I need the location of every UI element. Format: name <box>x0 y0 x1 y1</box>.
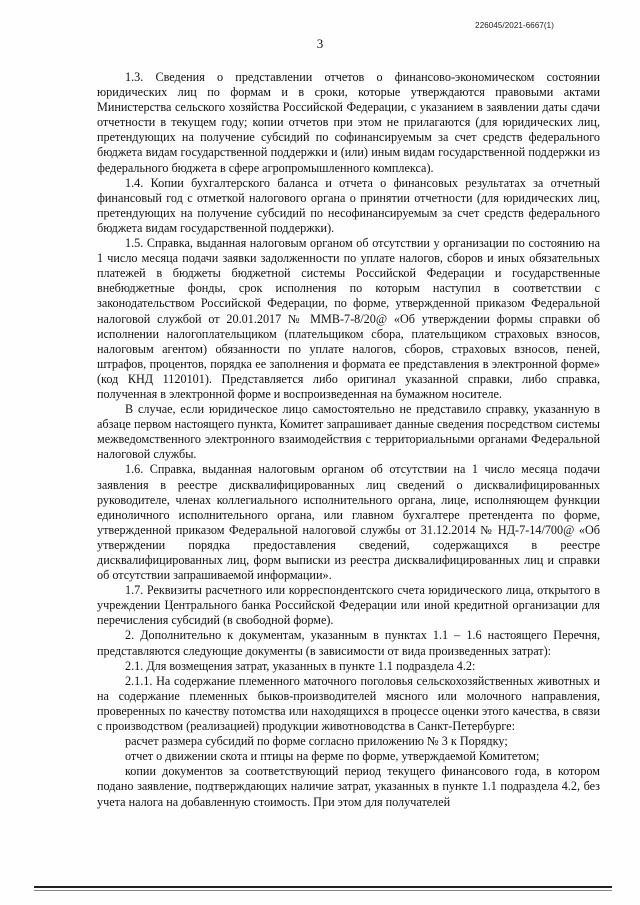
paragraph-subsidy-calc: расчет размера субсидий по форме согласно приложению № 3 к Порядку; <box>125 734 508 749</box>
paragraph-expense-docs: копии документов за соответствующий период текущего финансового года, в котором подано заявление, подтверждающих наличие затрат, указанных в пункте 1.1 подраздела 4.2, без учета налога на добавленную стоимость. При этом для получателей <box>97 764 600 809</box>
paragraph-2-1-1: 2.1.1. На содержание племенного маточного поголовья сельскохозяйственных животных и на содержание племенных быков-производителей мясного или молочного направления, проверенных по качеству потомства или находящихся в процессе оценки этого качества, в связи с производством (реализацией) продукции животноводства в Санкт-Петербурге: <box>97 673 600 734</box>
paragraph-1-5-note: В случае, если юридическое лицо самостоятельно не представило справку, указанную в абзаце первом настоящего пункта, Комитет запрашивает данные сведения посредством системы межведомственного электронного взаимодействия с территориальными органами Федеральной налоговой службы. <box>97 402 600 462</box>
page-number: 3 <box>316 36 324 51</box>
paragraph-2-1: 2.1. Для возмещения затрат, указанных в пункте 1.1 подраздела 4.2: <box>125 658 476 673</box>
document-id: 226045/2021-6667(1) <box>475 21 554 30</box>
paragraph-livestock-report: отчет о движении скота и птицы на ферме по форме, утверждаемой Комитетом; <box>125 749 540 764</box>
paragraph-1-6: 1.6. Справка, выданная налоговым органом об отсутствии на 1 число месяца подачи заявления в реестре дисквалифицированных лиц сведений о дисквалифицированных руководителе, членах коллегиального исполнительного органа, лице, исполняющем функции единоличного исполнительного органа, или главном бухгалтере претендента по форме, утвержденной приказом Федеральной налоговой службы от 31.12.2014 № НД-7-14/700@ «Об утверждении порядка предоставления сведений, содержащихся в реестре дисквалифицированных лиц, форм выписки из реестра дисквалифицированных лиц и справки об отсутствии запрашиваемой информации». <box>97 462 600 583</box>
paragraph-1-7: 1.7. Реквизиты расчетного или корреспондентского счета юридического лица, открытого в учреждении Центрального банка Российской Федерации или иной кредитной организации для перечисления субсидий (в свободной форме). <box>97 583 600 628</box>
paragraph-1-4: 1.4. Копии бухгалтерского баланса и отчета о финансовых результатах за отчетный финансовый год с отметкой налогового органа о принятии отчетности (для юридических лиц, претендующих на получение субсидий по несофинансируемым за счет средств федерального бюджета видам государственной поддержки). <box>97 175 600 235</box>
scan-edge-line-faint <box>34 890 612 891</box>
paragraph-2: 2. Дополнительно к документам, указанным в пунктах 1.1 – 1.6 настоящего Перечня, представляются следующие документы (в зависимости от вида произведенных затрат): <box>97 628 600 658</box>
paragraph-1-5: 1.5. Справка, выданная налоговым органом об отсутствии у организации по состоянию на 1 число месяца подачи заявки задолженности по уплате налогов, сборов и иных обязательных платежей в бюджеты бюджетной системы Российской Федерации и государственные внебюджетные фонды, срок исполнения по которым наступил в соответствии с законодательством Российской Федерации, по форме, утвержденной приказом Федеральной налоговой службой от 20.01.2017 № ММВ-7-8/20@ «Об утверждении формы справки об исполнении налогоплательщиком (плательщиком сбора, плательщиком страховых взносов, налоговым агентом) обязанности по уплате налогов, сборов, страховых взносов, пеней, штрафов, процентов, порядка ее заполнения и формата ее представления в электронной форме» (код КНД 1120101). Представляется либо оригинал указанной справки, либо справка, полученная в электронной форме и воспроизведенная на бумажном носителе. <box>97 236 600 401</box>
scan-edge-line <box>34 886 612 888</box>
paragraph-1-3: 1.3. Сведения о представлении отчетов о финансово-экономическом состоянии юридических лиц по формам и в сроки, которые утверждаются правовыми актами Министерства сельского хозяйства Российской Федерации, с указанием в заявлении даты сдачи отчетности в текущем году; копии отчетов при этом не прилагаются (для юридических лиц, претендующих на получение субсидий по софинансируемым за счет средств федерального бюджета видам государственной поддержки и (или) иным видам государственной поддержки из федерального бюджета в сфере агропромышленного комплекса). <box>97 70 600 175</box>
document-body <box>97 70 600 810</box>
